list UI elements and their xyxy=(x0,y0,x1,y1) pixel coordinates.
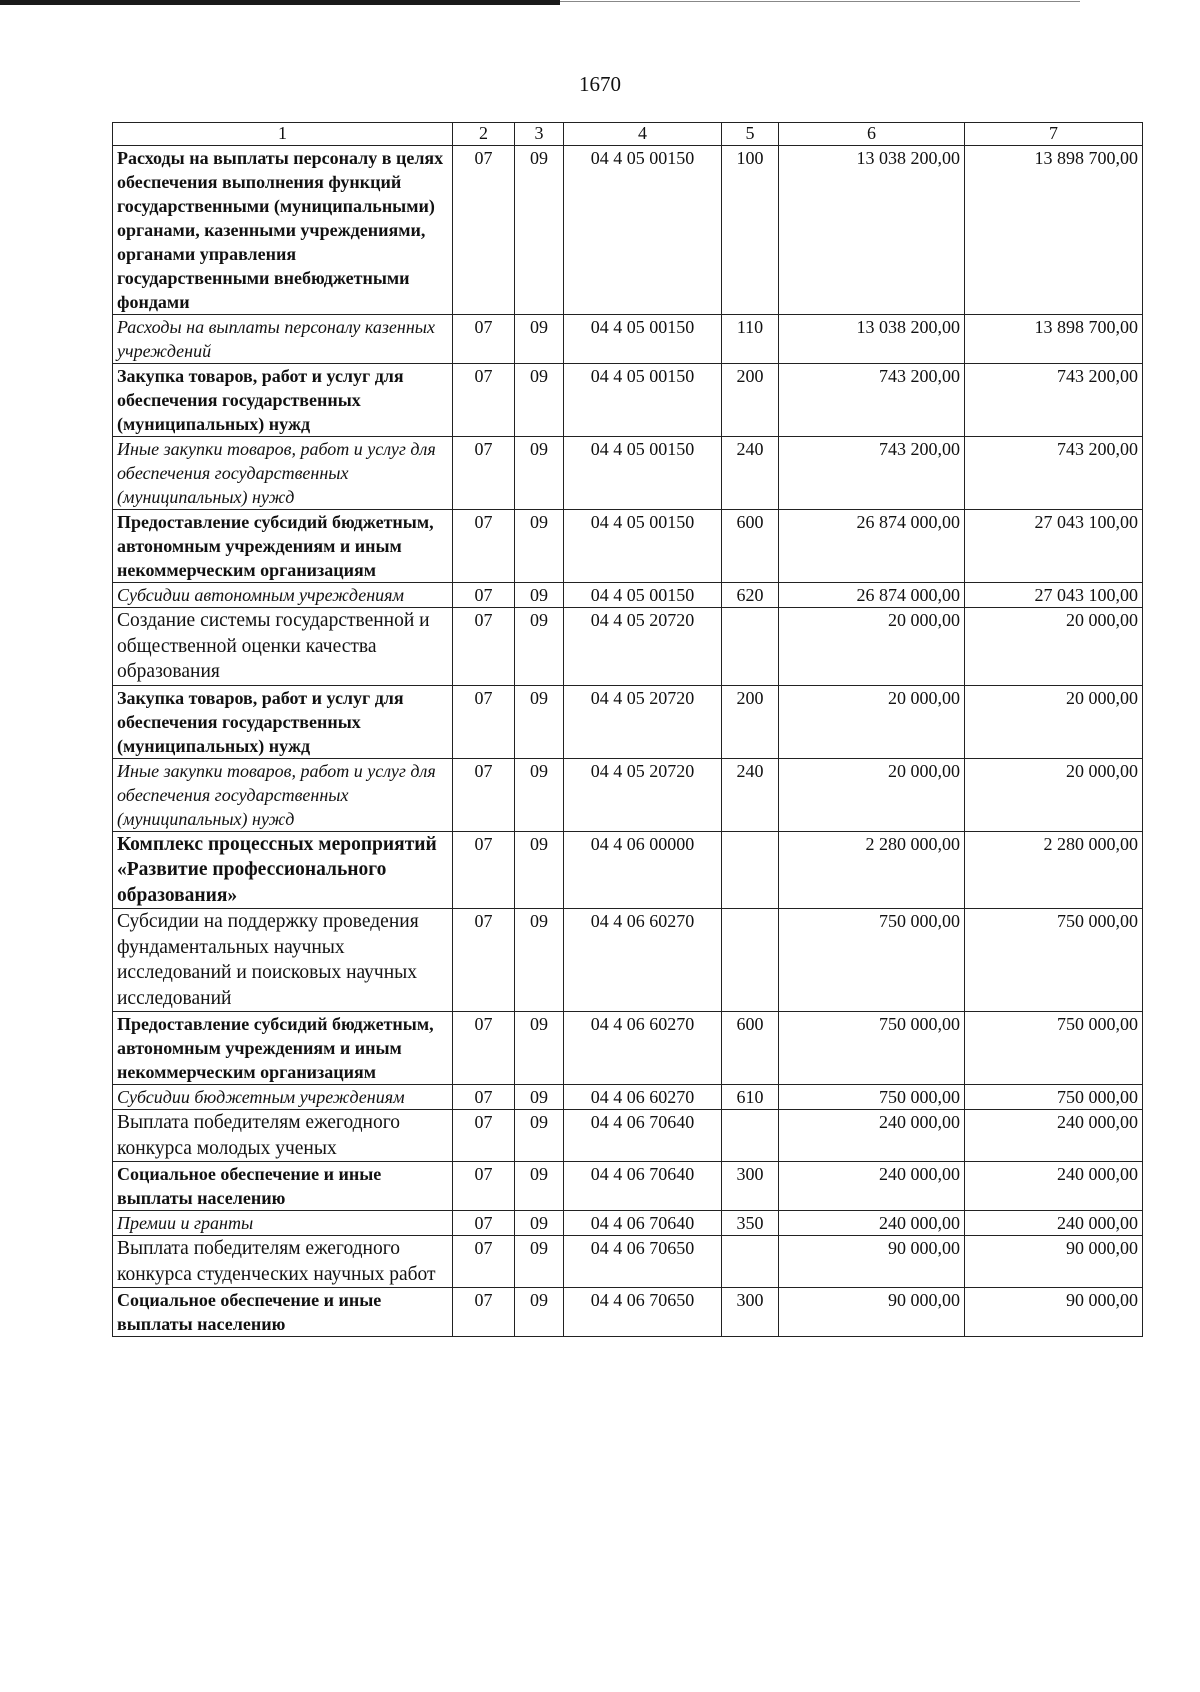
table-row xyxy=(113,831,1143,909)
row-name: Иные закупки товаров, работ и услуг для обеспечения государственных (муниципальных) нужд xyxy=(113,758,453,831)
row-section: 07 xyxy=(453,608,515,686)
column-header-7: 7 xyxy=(965,123,1143,146)
row-target-article: 04 4 06 60270 xyxy=(564,909,722,1012)
row-expense-type xyxy=(722,831,779,909)
row-amount-year1: 240 000,00 xyxy=(779,1162,965,1211)
row-expense-type: 300 xyxy=(722,1288,779,1337)
row-name: Комплекс процессных мероприятий «Развитие профессионального образования» xyxy=(113,831,453,909)
row-expense-type: 600 xyxy=(722,510,779,583)
row-amount-year1: 750 000,00 xyxy=(779,1012,965,1085)
row-name: Субсидии автономным учреждениям xyxy=(113,583,453,608)
row-subsection: 09 xyxy=(515,685,564,758)
row-target-article: 04 4 06 70640 xyxy=(564,1110,722,1162)
row-expense-type xyxy=(722,909,779,1012)
row-section: 07 xyxy=(453,758,515,831)
row-expense-type: 200 xyxy=(722,685,779,758)
table-row xyxy=(113,510,1143,583)
row-name: Социальное обеспечение и иные выплаты населению xyxy=(113,1162,453,1211)
table-row xyxy=(113,758,1143,831)
row-subsection: 09 xyxy=(515,758,564,831)
column-header-3: 3 xyxy=(515,123,564,146)
row-subsection: 09 xyxy=(515,510,564,583)
row-section: 07 xyxy=(453,510,515,583)
row-expense-type: 110 xyxy=(722,315,779,364)
table-row xyxy=(113,146,1143,315)
row-subsection: 09 xyxy=(515,437,564,510)
row-section: 07 xyxy=(453,1211,515,1236)
row-name: Создание системы государственной и общественной оценки качества образования xyxy=(113,608,453,686)
row-name: Расходы на выплаты персоналу казенных учреждений xyxy=(113,315,453,364)
row-subsection: 09 xyxy=(515,1085,564,1110)
table-row xyxy=(113,608,1143,686)
row-amount-year2: 27 043 100,00 xyxy=(965,583,1143,608)
row-section: 07 xyxy=(453,1288,515,1337)
row-target-article: 04 4 05 00150 xyxy=(564,364,722,437)
row-amount-year2: 90 000,00 xyxy=(965,1236,1143,1288)
row-name: Предоставление субсидий бюджетным, автономным учреждениям и иным некоммерческим организациям xyxy=(113,510,453,583)
row-name: Премии и гранты xyxy=(113,1211,453,1236)
row-amount-year1: 13 038 200,00 xyxy=(779,146,965,315)
row-section: 07 xyxy=(453,1110,515,1162)
row-subsection: 09 xyxy=(515,1012,564,1085)
row-subsection: 09 xyxy=(515,583,564,608)
row-amount-year2: 750 000,00 xyxy=(965,1012,1143,1085)
row-section: 07 xyxy=(453,685,515,758)
row-amount-year2: 13 898 700,00 xyxy=(965,315,1143,364)
row-subsection: 09 xyxy=(515,1211,564,1236)
row-target-article: 04 4 05 20720 xyxy=(564,758,722,831)
row-expense-type: 350 xyxy=(722,1211,779,1236)
row-amount-year2: 240 000,00 xyxy=(965,1162,1143,1211)
row-expense-type: 200 xyxy=(722,364,779,437)
row-name: Субсидии на поддержку проведения фундаментальных научных исследований и поисковых научных исследований xyxy=(113,909,453,1012)
row-expense-type xyxy=(722,1236,779,1288)
row-expense-type: 240 xyxy=(722,758,779,831)
row-section: 07 xyxy=(453,1236,515,1288)
row-amount-year2: 13 898 700,00 xyxy=(965,146,1143,315)
table-row xyxy=(113,1236,1143,1288)
row-expense-type xyxy=(722,1110,779,1162)
table-row xyxy=(113,1085,1143,1110)
row-amount-year1: 20 000,00 xyxy=(779,685,965,758)
row-amount-year2: 743 200,00 xyxy=(965,437,1143,510)
row-expense-type: 610 xyxy=(722,1085,779,1110)
row-section: 07 xyxy=(453,1012,515,1085)
row-amount-year1: 240 000,00 xyxy=(779,1211,965,1236)
row-name: Расходы на выплаты персоналу в целях обеспечения выполнения функций государственными (муниципальными) органами, казенными учреждениями, органами управления государственными внебюджетными фондами xyxy=(113,146,453,315)
row-amount-year2: 743 200,00 xyxy=(965,364,1143,437)
row-subsection: 09 xyxy=(515,608,564,686)
table-row xyxy=(113,583,1143,608)
table-row xyxy=(113,1012,1143,1085)
row-amount-year2: 2 280 000,00 xyxy=(965,831,1143,909)
row-section: 07 xyxy=(453,364,515,437)
row-target-article: 04 4 06 60270 xyxy=(564,1085,722,1110)
row-amount-year2: 750 000,00 xyxy=(965,1085,1143,1110)
row-name: Субсидии бюджетным учреждениям xyxy=(113,1085,453,1110)
row-amount-year1: 90 000,00 xyxy=(779,1288,965,1337)
row-amount-year2: 20 000,00 xyxy=(965,758,1143,831)
table-body xyxy=(113,146,1143,1337)
table-row xyxy=(113,364,1143,437)
column-header-2: 2 xyxy=(453,123,515,146)
row-subsection: 09 xyxy=(515,1288,564,1337)
row-target-article: 04 4 06 70650 xyxy=(564,1288,722,1337)
row-amount-year2: 20 000,00 xyxy=(965,608,1143,686)
row-subsection: 09 xyxy=(515,1162,564,1211)
row-amount-year1: 743 200,00 xyxy=(779,364,965,437)
row-name: Закупка товаров, работ и услуг для обеспечения государственных (муниципальных) нужд xyxy=(113,364,453,437)
row-section: 07 xyxy=(453,437,515,510)
column-header-5: 5 xyxy=(722,123,779,146)
row-expense-type xyxy=(722,608,779,686)
row-amount-year2: 90 000,00 xyxy=(965,1288,1143,1337)
scan-top-border xyxy=(0,0,560,5)
row-amount-year2: 27 043 100,00 xyxy=(965,510,1143,583)
row-expense-type: 100 xyxy=(722,146,779,315)
row-amount-year1: 2 280 000,00 xyxy=(779,831,965,909)
row-amount-year1: 20 000,00 xyxy=(779,608,965,686)
table-row xyxy=(113,1110,1143,1162)
row-section: 07 xyxy=(453,909,515,1012)
row-target-article: 04 4 06 60270 xyxy=(564,1012,722,1085)
budget-table xyxy=(112,122,1143,1337)
row-target-article: 04 4 05 20720 xyxy=(564,685,722,758)
column-header-1: 1 xyxy=(113,123,453,146)
row-amount-year1: 240 000,00 xyxy=(779,1110,965,1162)
row-name: Закупка товаров, работ и услуг для обеспечения государственных (муниципальных) нужд xyxy=(113,685,453,758)
row-amount-year2: 240 000,00 xyxy=(965,1110,1143,1162)
row-amount-year1: 750 000,00 xyxy=(779,909,965,1012)
row-name: Иные закупки товаров, работ и услуг для обеспечения государственных (муниципальных) нужд xyxy=(113,437,453,510)
row-subsection: 09 xyxy=(515,315,564,364)
column-header-6: 6 xyxy=(779,123,965,146)
row-target-article: 04 4 05 00150 xyxy=(564,146,722,315)
row-target-article: 04 4 05 20720 xyxy=(564,608,722,686)
row-target-article: 04 4 06 70650 xyxy=(564,1236,722,1288)
row-amount-year1: 26 874 000,00 xyxy=(779,583,965,608)
table-row xyxy=(113,1288,1143,1337)
row-target-article: 04 4 05 00150 xyxy=(564,437,722,510)
row-section: 07 xyxy=(453,831,515,909)
row-subsection: 09 xyxy=(515,831,564,909)
row-subsection: 09 xyxy=(515,909,564,1012)
table-row xyxy=(113,909,1143,1012)
row-section: 07 xyxy=(453,583,515,608)
row-target-article: 04 4 05 00150 xyxy=(564,510,722,583)
row-amount-year1: 743 200,00 xyxy=(779,437,965,510)
row-target-article: 04 4 05 00150 xyxy=(564,583,722,608)
table-row xyxy=(113,437,1143,510)
row-amount-year2: 240 000,00 xyxy=(965,1211,1143,1236)
row-expense-type: 300 xyxy=(722,1162,779,1211)
row-subsection: 09 xyxy=(515,1236,564,1288)
row-expense-type: 600 xyxy=(722,1012,779,1085)
column-header-4: 4 xyxy=(564,123,722,146)
row-amount-year1: 90 000,00 xyxy=(779,1236,965,1288)
row-amount-year2: 20 000,00 xyxy=(965,685,1143,758)
row-name: Выплата победителям ежегодного конкурса молодых ученых xyxy=(113,1110,453,1162)
row-amount-year1: 20 000,00 xyxy=(779,758,965,831)
row-amount-year1: 13 038 200,00 xyxy=(779,315,965,364)
row-subsection: 09 xyxy=(515,364,564,437)
row-amount-year1: 750 000,00 xyxy=(779,1085,965,1110)
page-number: 1670 xyxy=(579,72,621,96)
table-row xyxy=(113,685,1143,758)
row-expense-type: 620 xyxy=(722,583,779,608)
row-target-article: 04 4 06 00000 xyxy=(564,831,722,909)
row-section: 07 xyxy=(453,1085,515,1110)
row-target-article: 04 4 06 70640 xyxy=(564,1211,722,1236)
row-section: 07 xyxy=(453,1162,515,1211)
table-row xyxy=(113,1211,1143,1236)
table-row xyxy=(113,315,1143,364)
row-section: 07 xyxy=(453,315,515,364)
row-target-article: 04 4 05 00150 xyxy=(564,315,722,364)
row-subsection: 09 xyxy=(515,146,564,315)
row-subsection: 09 xyxy=(515,1110,564,1162)
table-row xyxy=(113,1162,1143,1211)
row-amount-year2: 750 000,00 xyxy=(965,909,1143,1012)
column-number-row xyxy=(113,123,1143,146)
row-target-article: 04 4 06 70640 xyxy=(564,1162,722,1211)
row-name: Социальное обеспечение и иные выплаты населению xyxy=(113,1288,453,1337)
row-expense-type: 240 xyxy=(722,437,779,510)
row-name: Предоставление субсидий бюджетным, автономным учреждениям и иным некоммерческим организациям xyxy=(113,1012,453,1085)
row-amount-year1: 26 874 000,00 xyxy=(779,510,965,583)
scan-top-border-thin xyxy=(560,1,1080,2)
row-section: 07 xyxy=(453,146,515,315)
row-name: Выплата победителям ежегодного конкурса студенческих научных работ xyxy=(113,1236,453,1288)
